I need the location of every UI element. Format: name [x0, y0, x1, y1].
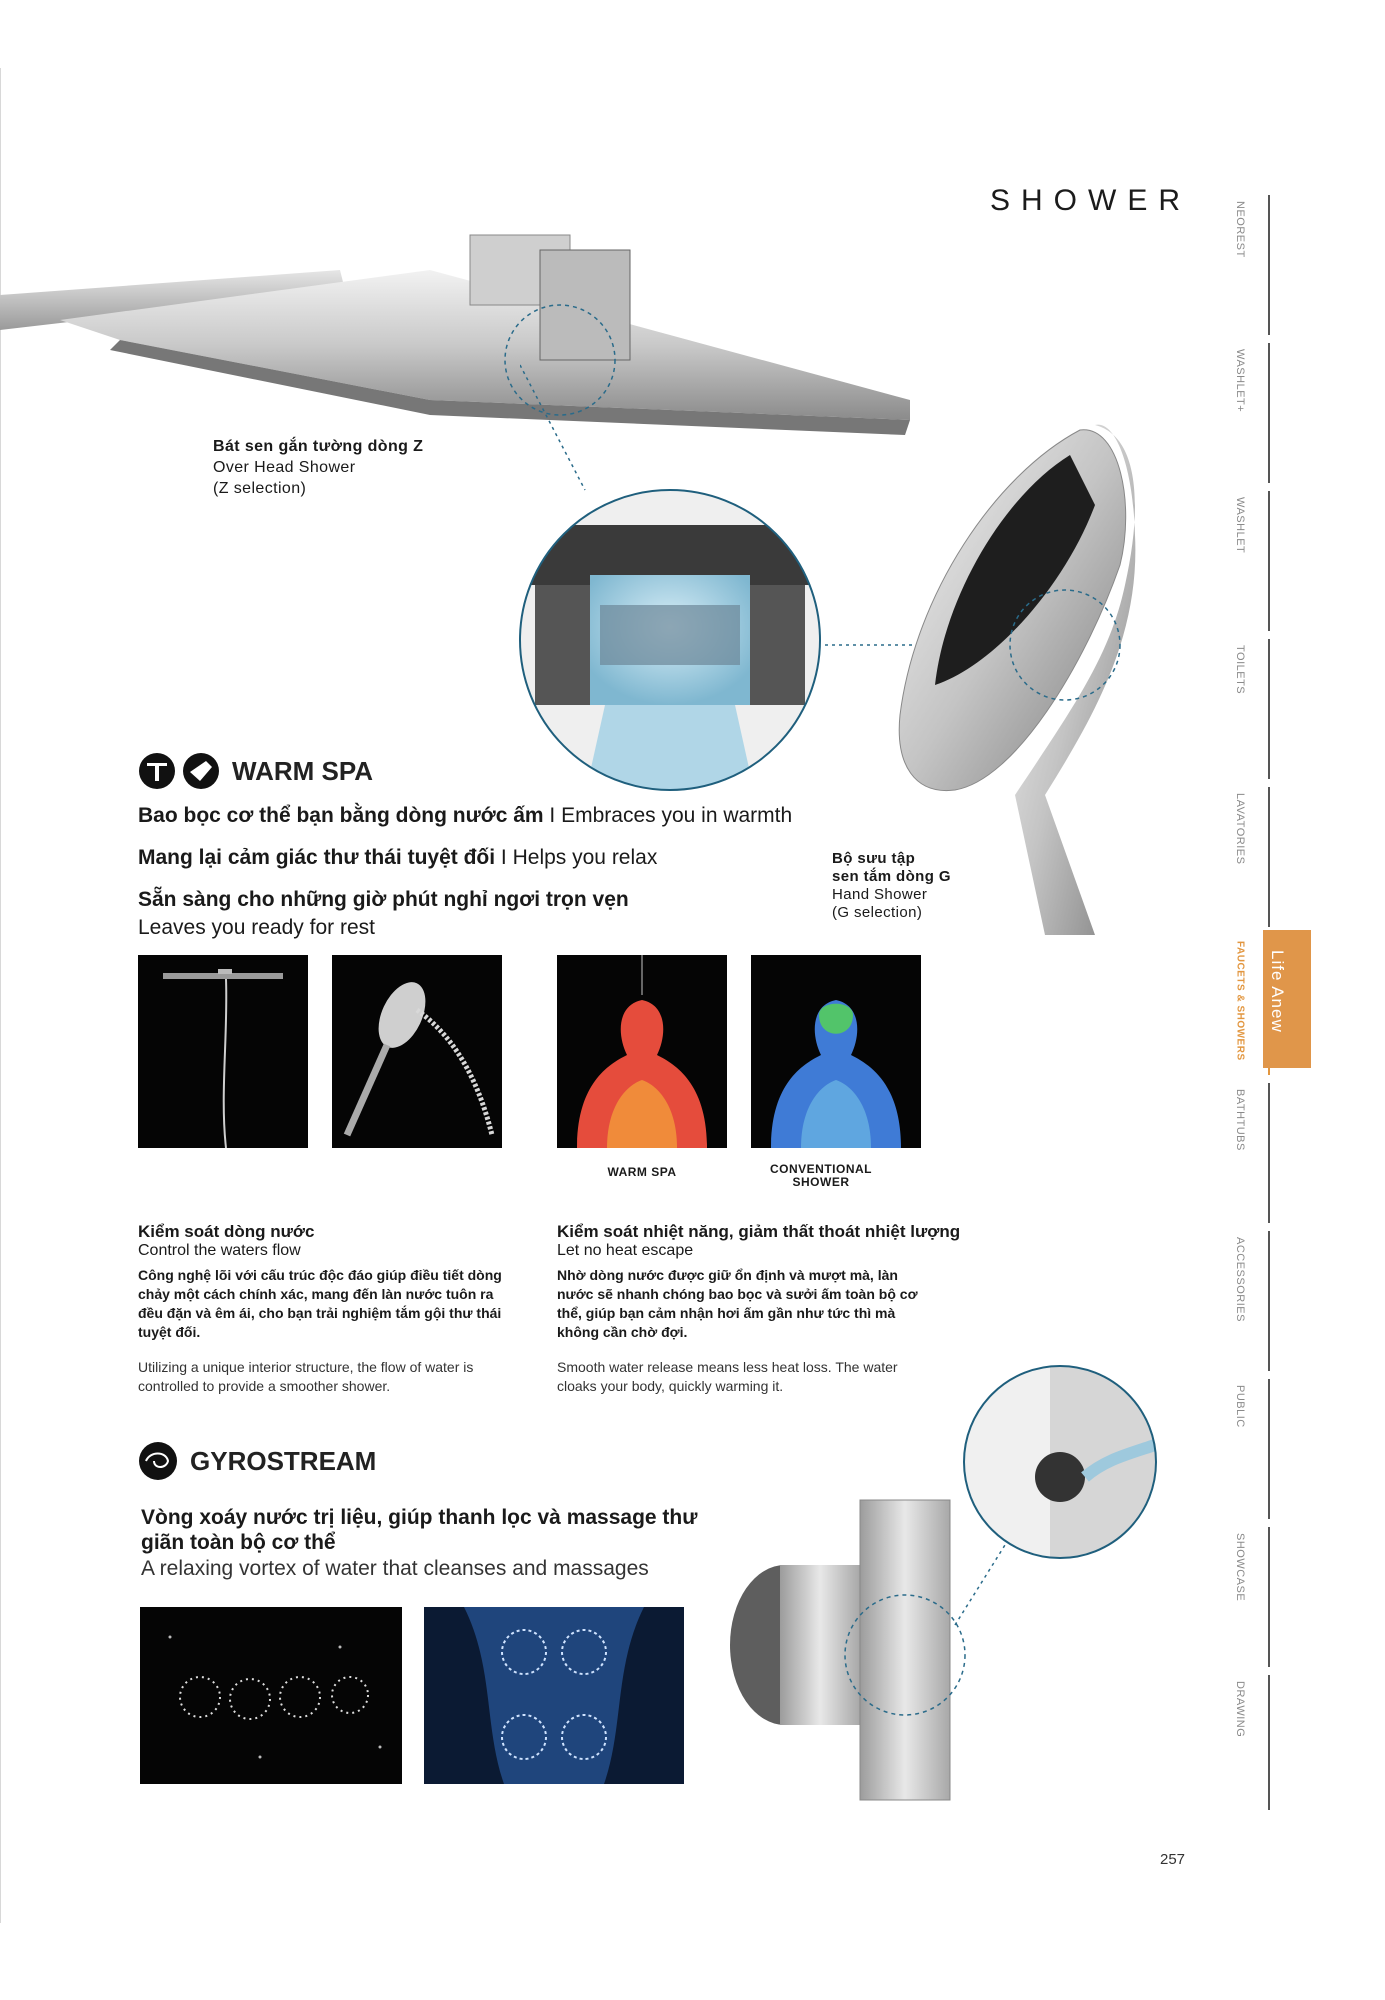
- nav-item-toilets[interactable]: [1218, 639, 1270, 779]
- bullet-vn: Bao bọc cơ thể bạn bằng dòng nước ấm: [138, 804, 544, 827]
- overhead-caption-vn: Bát sen gắn tường dòng Z: [213, 438, 424, 455]
- feature-vn-text: Công nghệ lõi với cấu trúc độc đáo giúp điều tiết dòng chảy một cách chính xác, mang đến làn nước tuôn ra đều đặn và êm ái, cho bạn trải nghiệm tắm gội thư thái tuyệt đối.: [138, 1267, 502, 1340]
- overhead-caption-en: Over Head Shower: [213, 459, 356, 476]
- nav-item-label: TOILETS: [1234, 645, 1246, 695]
- bullet-vn: Sẵn sàng cho những giờ phút nghỉ ngơi trọn vẹn: [138, 888, 629, 911]
- feature-en-text: Utilizing a unique interior structure, the flow of water is controlled to provide a smoother shower.: [138, 1359, 474, 1394]
- hand-caption-vn1: Bộ sưu tập: [832, 850, 916, 867]
- nav-item-label: PUBLIC: [1234, 1385, 1246, 1428]
- warm-spa-thermal-photo: [557, 955, 727, 1148]
- vortex-icon: [138, 1441, 178, 1481]
- feature-heading: Kiểm soát nhiệt năng, giảm thất thoát nhiệt lượng: [557, 1222, 961, 1241]
- feature-vn-text: Nhờ dòng nước được giữ ổn định và mượt mà, làn nước sẽ nhanh chóng bao bọc và sưởi ấm toàn bộ cơ thể, giúp bạn cảm nhận hơi ấm gần như tức thì mà không cần chờ đợi.: [557, 1267, 918, 1340]
- warm-spa-heading: WARM SPA: [232, 755, 374, 786]
- feature-subheading: Control the waters flow: [138, 1242, 301, 1259]
- nav-item-label: ACCESSORIES: [1234, 1237, 1246, 1322]
- gyrostream-en-text: A relaxing vortex of water that cleanses and massages: [141, 1557, 649, 1580]
- page-title: SHOWER: [990, 184, 1191, 217]
- conventional-label: CONVENTIONAL SHOWER: [770, 1162, 872, 1189]
- nav-item-label: NEOREST: [1234, 201, 1246, 258]
- bullet-en: I Helps you relax: [495, 846, 658, 869]
- section-nav: [1218, 195, 1268, 1810]
- gyrostream-mechanism-illustration: [715, 1365, 1205, 1815]
- nav-item-label: SHOWCASE: [1234, 1533, 1246, 1602]
- nav-item-label: FAUCETS & SHOWERS: [1234, 941, 1246, 1061]
- gyrostream-heading: GYROSTREAM: [190, 1445, 377, 1476]
- back-massage-photo: [424, 1607, 684, 1784]
- water-vortex-photo: [140, 1607, 402, 1784]
- warm-spa-bullet-3: [138, 886, 629, 942]
- feature-subheading: Let no heat escape: [557, 1242, 694, 1259]
- hand-caption-en: Hand Shower: [832, 886, 928, 903]
- overhead-shower-photo: [138, 955, 308, 1148]
- conventional-thermal-photo: [751, 955, 921, 1148]
- overhead-caption-sub: (Z selection): [213, 480, 307, 497]
- warm-spa-bullet-2: [138, 844, 657, 872]
- nav-item-label: WASHLET+: [1234, 349, 1246, 413]
- thermostat-icon: [138, 752, 176, 790]
- nav-item-washlet[interactable]: [1218, 491, 1270, 631]
- nav-item-accessories[interactable]: [1218, 1231, 1270, 1371]
- nav-item-label: WASHLET: [1234, 497, 1246, 554]
- page-number: 257: [1160, 1851, 1186, 1868]
- gyrostream-heading-row: [138, 1441, 376, 1481]
- warm-spa-label: WARM SPA: [607, 1165, 677, 1179]
- nav-item-label: BATHTUBS: [1234, 1089, 1246, 1151]
- nav-item-showcase[interactable]: [1218, 1527, 1270, 1667]
- bullet-vn: Mang lại cảm giác thư thái tuyệt đối: [138, 846, 496, 869]
- hand-shower-caption: [832, 850, 951, 922]
- nav-item-lavatories[interactable]: [1218, 787, 1270, 927]
- nav-item-label: LAVATORIES: [1234, 793, 1246, 865]
- gyrostream-vn-text: Vòng xoáy nước trị liệu, giúp thanh lọc và massage thư giãn toàn bộ cơ thể: [141, 1506, 698, 1554]
- feature-heading: Kiểm soát dòng nước: [138, 1222, 315, 1241]
- shower-icon: [182, 752, 220, 790]
- bullet-en: Leaves you ready for rest: [138, 916, 375, 939]
- nav-item-drawing[interactable]: [1218, 1675, 1270, 1810]
- nav-item-public[interactable]: [1218, 1379, 1270, 1519]
- warm-spa-bullet-1: [138, 802, 792, 830]
- hand-shower-photo: [332, 955, 502, 1148]
- warm-spa-heading-row: [138, 752, 373, 790]
- nav-item-bathtubs[interactable]: [1218, 1083, 1270, 1223]
- brand-tab-label: Life Anew: [1268, 950, 1287, 1033]
- overhead-caption: [213, 436, 423, 499]
- brand-tab[interactable]: [1263, 930, 1311, 1068]
- nav-item-neorest[interactable]: [1218, 195, 1270, 335]
- hand-caption-vn2: sen tắm dòng G: [832, 868, 951, 885]
- hand-caption-sub: (G selection): [832, 904, 923, 921]
- feature-en-text: Smooth water release means less heat loss. The water cloaks your body, quickly warming it.: [557, 1359, 898, 1394]
- feature-flow-control: [138, 1222, 508, 1396]
- bullet-en: I Embraces you in warmth: [543, 804, 793, 827]
- nav-item-label: DRAWING: [1234, 1681, 1246, 1738]
- nav-item-washlet-plus[interactable]: [1218, 343, 1270, 483]
